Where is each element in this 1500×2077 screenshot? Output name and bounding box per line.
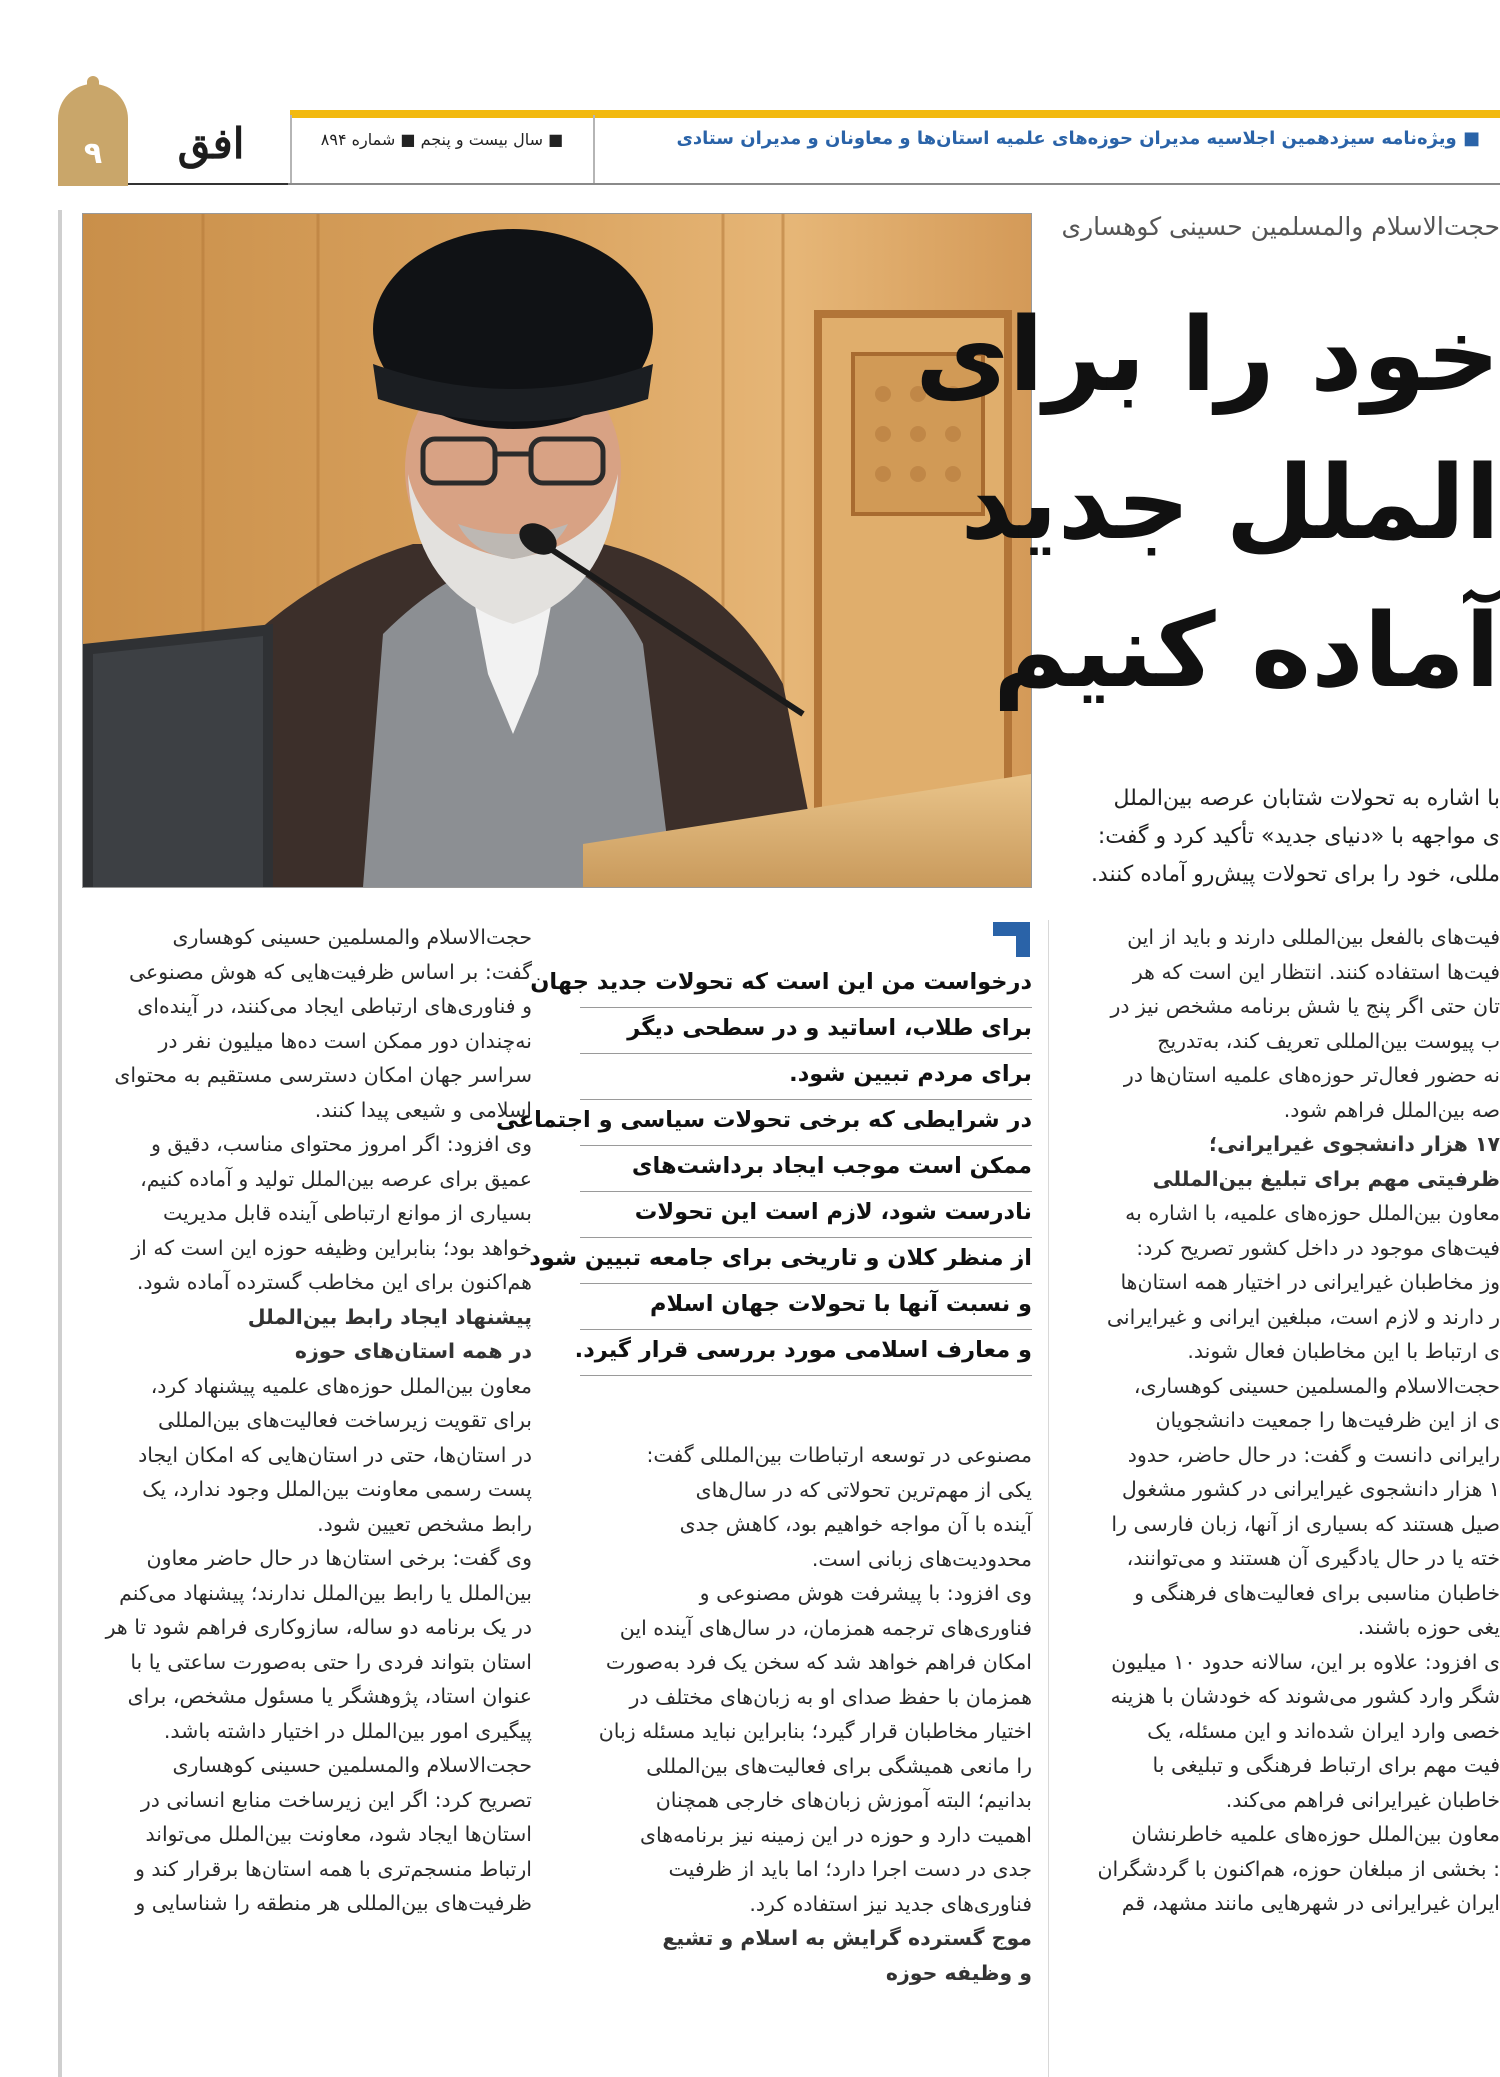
paragraph-line: بسیاری از موانع ارتباطی آینده قابل مدیریت [162, 1201, 532, 1225]
pull-quote-text: در شرایطی که برخی تحولات سیاسی و اجتماعی [495, 1107, 1032, 1133]
column-gutter-line [1048, 920, 1049, 2077]
article-lead [1060, 780, 1500, 898]
pull-quote-line [529, 1238, 1032, 1284]
lead-line: ی مواجهه با «دنیای جدید» تأکید کرد و گفت: [1097, 824, 1500, 849]
pull-quote-text: برای طلاب، اساتید و در سطحی دیگر [627, 1015, 1032, 1041]
subheading: پیشنهاد ایجاد رابط بین‌الملل [247, 1304, 532, 1329]
paragraph-line: ایران غیرایرانی در شهرهایی مانند مشهد، قم [1121, 1891, 1500, 1915]
paragraph-line: ر دارند و لازم است، مبلغین ایرانی و غیرایرانی [1106, 1304, 1500, 1329]
header-separator [593, 115, 595, 183]
paragraph-line: تصریح کرد: اگر این زیرساخت منابع انسانی در [140, 1787, 532, 1812]
supplement-title: ■ ویژه‌نامه سیزدهمین اجلاسیه مدیران حوزه‌های علمیه استان‌ها و معاونان و مدیران ستادی [676, 128, 1480, 149]
subheading: در همه استان‌های حوزه [294, 1339, 532, 1363]
header-accent-bar [290, 110, 1500, 118]
headline-line: الملل جدید [960, 444, 1500, 563]
publication-logo: افق [177, 119, 245, 168]
paragraph-line: هم‌اکنون برای این مخاطب گسترده آماده شود. [136, 1270, 532, 1294]
logo-underline [128, 183, 288, 185]
paragraph-line: خاطبان مناسبی برای فعالیت‌های فرهنگی و [1134, 1580, 1500, 1605]
paragraph-line: فناوری‌های جدید نیز استفاده کرد. [749, 1891, 1032, 1916]
paragraph-line: پیگیری امور بین‌الملل در اختیار داشته باشد. [163, 1718, 532, 1743]
pull-quote [495, 962, 1032, 1402]
body-column-right [1060, 920, 1500, 2077]
subheading: و وظیفه حوزه [885, 1960, 1032, 1985]
pull-quote-text: از منظر کلان و تاریخی برای جامعه تبیین شود [529, 1245, 1032, 1271]
paragraph-line: استان بتواند فردی را حتی به‌صورت ساعتی یا با [130, 1649, 532, 1674]
paragraph-line: صه بین‌الملل فراهم شود. [1283, 1097, 1500, 1122]
pull-quote-text: و نسبت آنها با تحولات جهان اسلام [650, 1291, 1032, 1317]
paragraph-line: فیت‌های موجود در داخل کشور تصریح کرد: [1136, 1235, 1500, 1260]
paragraph-line: در استان‌ها، حتی در استان‌هایی که امکان ایجاد [138, 1442, 532, 1467]
paragraph-line: وز مخاطبان غیرایرانی در اختیار همه استان‌ها [1120, 1270, 1500, 1294]
pull-quote-line [530, 962, 1032, 1008]
pull-quote-text: ممکن است موجب ایجاد برداشت‌های [631, 1153, 1032, 1179]
pull-quote-text: درخواست من این است که تحولات جدید جهان [530, 969, 1032, 995]
paragraph-line: اختیار مخاطبان قرار گیرد؛ بنابراین نباید مسئله زبان [598, 1719, 1032, 1743]
paragraph-line: ارتباط منسجم‌تری با همه استان‌ها برقرار کند و [134, 1856, 532, 1881]
paragraph-line: وی گفت: برخی استان‌ها در حال حاضر معاون [146, 1546, 532, 1570]
paragraph-line: حجت‌الاسلام والمسلمین حسینی کوهساری [172, 1753, 532, 1777]
paragraph-line: عمیق برای عرصه بین‌الملل تولید و آماده کنیم، [140, 1166, 532, 1191]
subheading: موج گسترده گرایش به اسلام و تشیع [662, 1926, 1032, 1950]
lead-line: با اشاره به تحولات شتابان عرصه بین‌الملل [1113, 786, 1500, 811]
body-column-left [86, 920, 532, 2077]
paragraph-line: ب پیوست بین‌المللی تعریف کند، به‌تدریج [1157, 1028, 1500, 1053]
paragraph-line: بدانیم؛ البته آموزش زبان‌های خارجی همچنان [655, 1788, 1032, 1812]
paragraph-line: را مانعی همیشگی برای فعالیت‌های بین‌المللی [646, 1753, 1032, 1778]
paragraph-line: و فناوری‌های ارتباطی ایجاد می‌کنند، در آینده‌ای [137, 994, 532, 1018]
pull-quote-line [580, 1192, 1032, 1238]
pull-quote-line [580, 1054, 1032, 1100]
paragraph-line: آینده با آن مواجه خواهیم بود، کاهش جدی [679, 1512, 1032, 1536]
pull-quote-line [574, 1330, 1032, 1376]
header-divider [125, 183, 1500, 185]
paragraph-line: صیل هستند که بسیاری از آنها، زبان فارسی را [1111, 1511, 1500, 1536]
lead-line: مللی، خود را برای تحولات پیش‌رو آماده کنند. [1090, 862, 1500, 887]
paragraph-line: عنوان استاد، پژوهشگر یا مسئول مشخص، برای [127, 1684, 532, 1708]
paragraph-line: ۱ هزار دانشجوی غیرایرانی در کشور مشغول [1121, 1477, 1500, 1501]
paragraph-line: محدودیت‌های زبانی است. [811, 1546, 1032, 1571]
pull-quote-text: نادرست شود، لازم است این تحولات [634, 1199, 1032, 1225]
article-headline [915, 282, 1500, 742]
paragraph-line: فیت‌ها استفاده کنند. انتظار این است که هر [1132, 959, 1500, 984]
paragraph-line: پست رسمی معاونت بین‌الملل وجود ندارد، یک [142, 1477, 532, 1501]
page-number: ۹ [83, 136, 103, 171]
paragraph-line: حجت‌الاسلام والمسلمین حسینی کوهساری [172, 925, 532, 949]
headline-line: خود را برای [915, 296, 1500, 415]
paragraph-line: گفت: بر اساس ظرفیت‌هایی که هوش مصنوعی [128, 959, 532, 984]
paragraph-line: ظرفیت‌های بین‌المللی هر منطقه را شناسایی و [135, 1891, 532, 1915]
subheading: ۱۷ هزار دانشجوی غیرایرانی؛ [1208, 1132, 1500, 1156]
paragraph-line: در یک برنامه دو ساله، سازوکاری فراهم شود تا هر [105, 1615, 532, 1639]
paragraph-line: وی افزود: با پیشرفت هوش مصنوعی و [699, 1581, 1032, 1605]
paragraph-line: همزمان با حفظ صدای او به زبان‌های مختلف در [629, 1684, 1032, 1709]
speaker-photo-illustration [83, 214, 1031, 887]
paragraph-line: خواهد بود؛ بنابراین وظیفه حوزه این است که از [131, 1235, 532, 1260]
page-margin-line [58, 210, 62, 2077]
paragraph-line: ی افزود: علاوه بر این، سالانه حدود ۱۰ میلیون [1111, 1649, 1500, 1674]
paragraph-line: شگر وارد کشور می‌شوند که خودشان با هزینه [1110, 1684, 1500, 1708]
paragraph-line: حجت‌الاسلام والمسلمین حسینی کوهساری، [1133, 1373, 1500, 1398]
header-separator-left [290, 115, 292, 183]
paragraph-line: ی ارتباط با این مخاطبان فعال شوند. [1187, 1339, 1500, 1363]
speaker-photo [82, 213, 1032, 888]
paragraph-line: فیت مهم برای ارتباط فرهنگی و تبلیغی با [1152, 1753, 1500, 1777]
pull-quote-line [580, 1146, 1032, 1192]
paragraph-line: خته یا در حال یادگیری آن هستند و می‌توانند، [1126, 1546, 1500, 1570]
article-byline: حجت‌الاسلام والمسلمین حسینی کوهساری [1061, 212, 1500, 241]
pull-quote-line [580, 1008, 1032, 1054]
paragraph-line: یغی حوزه باشند. [1357, 1615, 1500, 1639]
headline-line: آماده کنیم [992, 592, 1500, 711]
paragraph-line: سراسر جهان امکان دسترسی مستقیم به محتوای [114, 1063, 532, 1087]
pull-quote-text: و معارف اسلامی مورد بررسی قرار گیرد. [574, 1337, 1032, 1363]
paragraph-line: خصی وارد ایران شده‌اند و این مسئله، یک [1147, 1718, 1500, 1743]
paragraph-line: معاون بین‌الملل حوزه‌های علمیه خاطرنشان [1131, 1822, 1500, 1846]
paragraph-line: برای تقویت زیرساخت فعالیت‌های بین‌المللی [157, 1408, 532, 1432]
paragraph-line: فناوری‌های ترجمه همزمان، در سال‌های آینده این [619, 1615, 1032, 1640]
paragraph-line: جدی در دست اجرا دارد؛ اما باید از ظرفیت [668, 1857, 1032, 1881]
issue-info: ■ سال بیست و پنجم ■ شماره ۸۹۴ [320, 130, 564, 149]
pull-quote-line [495, 1100, 1032, 1146]
paragraph-line: معاون بین‌الملل حوزه‌های علمیه، با اشاره به [1125, 1201, 1500, 1225]
pull-quote-line [580, 1284, 1032, 1330]
paragraph-line: اهمیت دارد و حوزه در این زمینه نیز برنامه‌های [640, 1822, 1032, 1847]
paragraph-line: اسلامی و شیعی پیدا کنند. [314, 1097, 532, 1122]
paragraph-line: یکی از مهم‌ترین تحولاتی که در سال‌های [695, 1477, 1032, 1502]
body-column-middle [580, 1438, 1032, 2077]
paragraph-line: امکان فراهم خواهد شد که سخن یک فرد به‌صورت [605, 1650, 1032, 1674]
paragraph-line: رایرانی دانست و گفت: در حال حاضر، حدود [1127, 1442, 1500, 1467]
paragraph-line: ی از این ظرفیت‌ها را جمعیت دانشجویان [1155, 1408, 1500, 1432]
paragraph-line: تان حتی اگر پنج یا شش برنامه مشخص نیز در [1110, 994, 1500, 1018]
paragraph-line: نه حضور فعال‌تر حوزه‌های علمیه استان‌ها در [1123, 1063, 1500, 1087]
paragraph-line: وی افزود: اگر امروز محتوای مناسب، دقیق و [150, 1132, 532, 1156]
paragraph-line: مصنوعی در توسعه ارتباطات بین‌المللی گفت: [646, 1443, 1032, 1467]
paragraph-line: بین‌الملل یا رابط بین‌الملل ندارند؛ پیشنهاد می‌کنم [119, 1580, 532, 1605]
paragraph-line: نه‌چندان دور ممکن است ده‌ها میلیون نفر در [158, 1028, 532, 1053]
paragraph-line: رابط مشخص تعیین شود. [317, 1511, 532, 1536]
quote-mark-icon-stem [1016, 922, 1030, 957]
paragraph-line: استان‌ها ایجاد شود، معاونت بین‌الملل می‌تواند [145, 1822, 532, 1846]
paragraph-line: معاون بین‌الملل حوزه‌های علمیه پیشنهاد کرد، [150, 1373, 532, 1398]
paragraph-line: فیت‌های بالفعل بین‌المللی دارند و باید از این [1127, 925, 1500, 949]
pull-quote-text: برای مردم تبیین شود. [789, 1061, 1032, 1087]
paragraph-line: خاطبان غیرایرانی فراهم می‌کند. [1225, 1787, 1500, 1812]
paragraph-line: : بخشی از مبلغان حوزه، هم‌اکنون با گردشگران [1097, 1856, 1500, 1881]
subheading: ظرفیتی مهم برای تبلیغ بین‌المللی [1152, 1166, 1500, 1191]
